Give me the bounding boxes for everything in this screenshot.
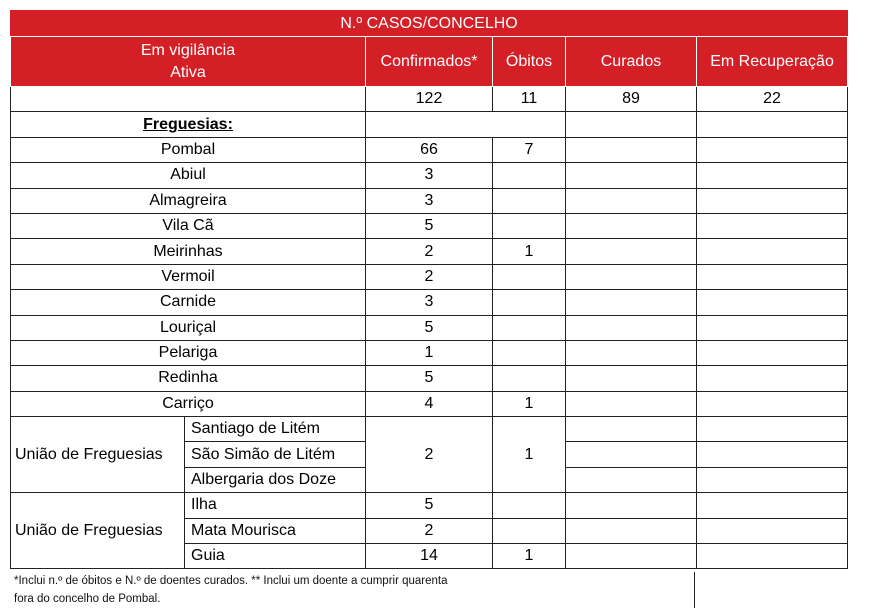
col-header-vigilancia-line1: Em vigilância <box>140 41 236 59</box>
curados-cell <box>566 315 697 340</box>
blank-cell <box>566 112 697 137</box>
table-row <box>11 188 848 213</box>
total-recuperacao: 22 <box>697 87 848 112</box>
footnote-line1: *Inclui n.º de óbitos e N.º de doentes curados. ** Inclui um doente a cumprir quarenta <box>14 575 448 587</box>
curados-cell <box>566 391 697 416</box>
table-row <box>11 213 848 238</box>
column-divider-tail <box>694 572 695 608</box>
blank-cell <box>366 112 566 137</box>
uniao-member: Guia <box>185 544 366 569</box>
recuperacao-cell <box>697 290 848 315</box>
recuperacao-cell <box>697 442 848 467</box>
obitos-cell <box>493 290 566 315</box>
freguesia-name: Almagreira <box>11 188 366 213</box>
freguesia-name: Louriçal <box>11 315 366 340</box>
confirmados-cell: 66 <box>366 137 493 162</box>
curados-cell <box>566 544 697 569</box>
recuperacao-cell <box>697 137 848 162</box>
table-row <box>11 163 848 188</box>
freguesias-label-cell <box>11 112 366 137</box>
confirmados-cell: 2 <box>366 239 493 264</box>
uniao-label: União de Freguesias <box>11 493 185 569</box>
confirmados-cell: 14 <box>366 544 493 569</box>
freguesia-name: Vila Cã <box>11 213 366 238</box>
obitos-cell <box>493 493 566 518</box>
table-row <box>11 366 848 391</box>
obitos-cell: 7 <box>493 137 566 162</box>
confirmados-cell: 5 <box>366 315 493 340</box>
table-row <box>11 264 848 289</box>
freguesia-name: Carnide <box>11 290 366 315</box>
table-row <box>11 290 848 315</box>
total-obitos: 11 <box>493 87 566 112</box>
freguesias-label-row <box>11 112 848 137</box>
confirmados-cell: 1 <box>366 340 493 365</box>
curados-cell <box>566 213 697 238</box>
recuperacao-cell <box>697 544 848 569</box>
confirmados-cell: 2 <box>366 417 493 493</box>
table-row <box>11 391 848 416</box>
freguesia-name: Carriço <box>11 391 366 416</box>
uniao-label: União de Freguesias <box>11 417 185 493</box>
col-header-vigilancia <box>11 37 366 87</box>
recuperacao-cell <box>697 340 848 365</box>
recuperacao-cell <box>697 315 848 340</box>
obitos-cell <box>493 264 566 289</box>
table-row <box>11 239 848 264</box>
confirmados-cell: 5 <box>366 493 493 518</box>
freguesia-name: Pelariga <box>11 340 366 365</box>
curados-cell <box>566 163 697 188</box>
obitos-cell <box>493 340 566 365</box>
uniao-member: Mata Mourisca <box>185 518 366 543</box>
curados-cell <box>566 188 697 213</box>
confirmados-cell: 3 <box>366 290 493 315</box>
footnote-line2: fora do concelho de Pombal. <box>14 593 161 605</box>
freguesias-label: Freguesias: <box>143 115 233 133</box>
curados-cell <box>566 137 697 162</box>
obitos-cell <box>493 366 566 391</box>
freguesia-name: Abiul <box>11 163 366 188</box>
curados-cell <box>566 340 697 365</box>
uniao-member: Ilha <box>185 493 366 518</box>
recuperacao-cell <box>697 239 848 264</box>
freguesia-name: Meirinhas <box>11 239 366 264</box>
curados-cell <box>566 264 697 289</box>
curados-cell <box>566 442 697 467</box>
obitos-cell <box>493 188 566 213</box>
confirmados-cell: 2 <box>366 264 493 289</box>
recuperacao-cell <box>697 467 848 492</box>
total-curados: 89 <box>566 87 697 112</box>
uniao-member: São Simão de Litém <box>185 442 366 467</box>
recuperacao-cell <box>697 518 848 543</box>
freguesia-name: Vermoil <box>11 264 366 289</box>
uniao-member: Albergaria dos Doze <box>185 467 366 492</box>
obitos-cell <box>493 163 566 188</box>
recuperacao-cell <box>697 493 848 518</box>
obitos-cell: 1 <box>493 417 566 493</box>
col-header-vigilancia-line2: Ativa <box>170 63 206 81</box>
curados-cell <box>566 239 697 264</box>
uniao-member: Santiago de Litém <box>185 417 366 442</box>
confirmados-cell: 5 <box>366 366 493 391</box>
curados-cell <box>566 290 697 315</box>
totals-row <box>11 87 848 112</box>
total-confirmados: 122 <box>366 87 493 112</box>
recuperacao-cell <box>697 213 848 238</box>
recuperacao-cell <box>697 264 848 289</box>
obitos-cell <box>493 315 566 340</box>
table-row <box>11 340 848 365</box>
recuperacao-cell <box>697 163 848 188</box>
confirmados-cell: 5 <box>366 213 493 238</box>
table-row <box>11 315 848 340</box>
footnote <box>14 572 574 608</box>
totals-blank-cell <box>11 87 366 112</box>
freguesia-name: Pombal <box>11 137 366 162</box>
curados-cell <box>566 366 697 391</box>
confirmados-cell: 2 <box>366 518 493 543</box>
col-header-confirmados: Confirmados* <box>366 37 493 87</box>
table-row <box>11 417 848 442</box>
recuperacao-cell <box>697 188 848 213</box>
recuperacao-cell <box>697 366 848 391</box>
freguesia-name: Redinha <box>11 366 366 391</box>
confirmados-cell: 3 <box>366 163 493 188</box>
curados-cell <box>566 518 697 543</box>
recuperacao-cell <box>697 391 848 416</box>
obitos-cell <box>493 213 566 238</box>
blank-cell <box>697 112 848 137</box>
col-header-curados: Curados <box>566 37 697 87</box>
col-header-recuperacao: Em Recuperação <box>697 37 848 87</box>
table-title: N.º CASOS/CONCELHO <box>11 11 848 37</box>
confirmados-cell: 4 <box>366 391 493 416</box>
obitos-cell <box>493 518 566 543</box>
confirmados-cell: 3 <box>366 188 493 213</box>
obitos-cell: 1 <box>493 544 566 569</box>
table-row <box>11 137 848 162</box>
table-row <box>11 493 848 518</box>
col-header-obitos: Óbitos <box>493 37 566 87</box>
curados-cell <box>566 493 697 518</box>
curados-cell <box>566 417 697 442</box>
obitos-cell: 1 <box>493 391 566 416</box>
curados-cell <box>566 467 697 492</box>
recuperacao-cell <box>697 417 848 442</box>
obitos-cell: 1 <box>493 239 566 264</box>
cases-table <box>10 10 848 569</box>
